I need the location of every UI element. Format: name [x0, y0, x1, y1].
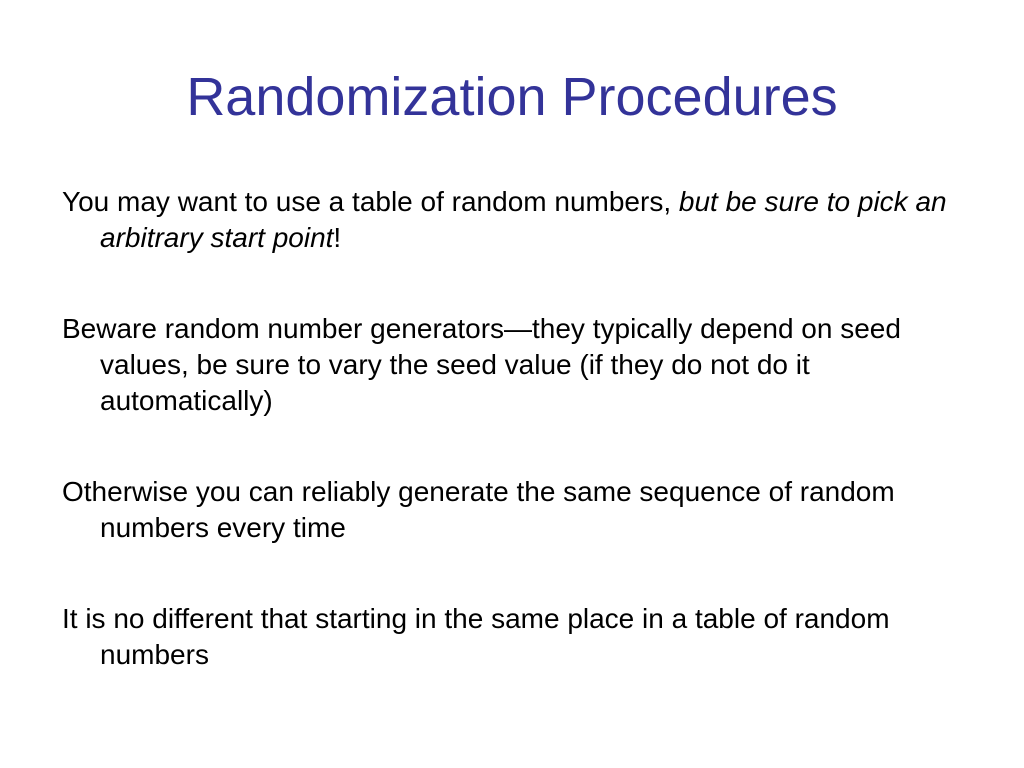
- paragraph-same-place: [62, 601, 967, 673]
- paragraph-italic-text: but be sure to pick an arbitrary start point: [100, 186, 947, 253]
- slide-body: [62, 184, 967, 728]
- paragraph-random-number-generators: [62, 311, 967, 419]
- paragraph-table-of-random-numbers: [62, 184, 967, 256]
- paragraph-text: Beware random number generators—they typically depend on seed values, be sure to vary the seed value (if they do not do it automatically): [62, 313, 901, 416]
- paragraph-text: !: [333, 222, 342, 253]
- slide-title: Randomization Procedures: [186, 67, 838, 127]
- paragraph-same-sequence: [62, 474, 967, 546]
- paragraph-text: It is no different that starting in the same place in a table of random numbers: [62, 603, 890, 670]
- paragraph-text: You may want to use a table of random numbers,: [62, 186, 679, 217]
- paragraph-text: Otherwise you can reliably generate the same sequence of random numbers every time: [62, 476, 895, 543]
